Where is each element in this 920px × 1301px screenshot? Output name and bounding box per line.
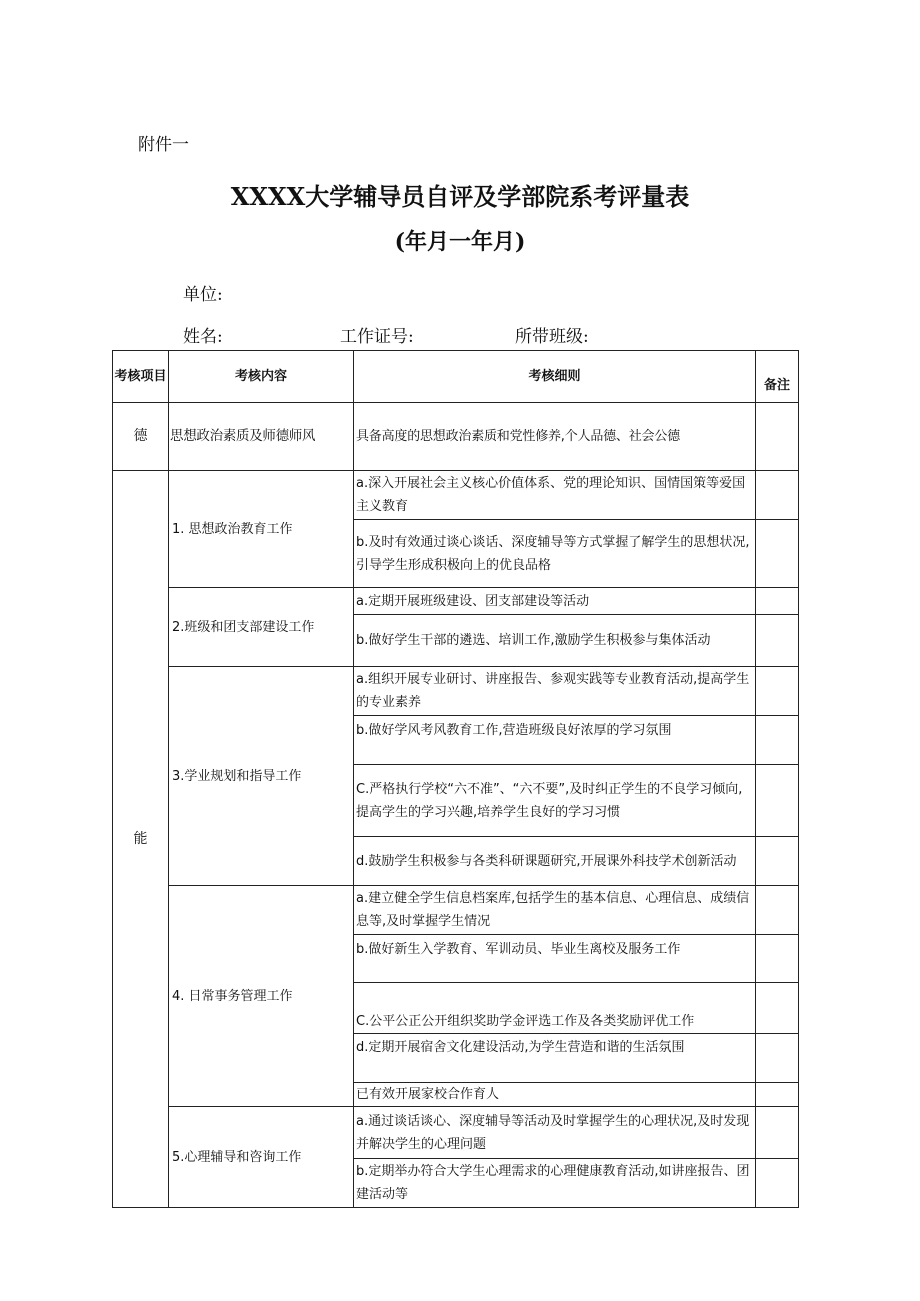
detail-cell: 已有效开展家校合作育人: [354, 1083, 756, 1107]
table-row: [113, 588, 799, 615]
detail-cell: a.建立健全学生信息档案库,包括学生的基本信息、心理信息、成绩信息等,及时掌握学生情况: [354, 886, 756, 935]
detail-cell: d.定期开展宿舍文化建设活动,为学生营造和谐的生活氛围: [354, 1034, 756, 1083]
category-neng: 能: [113, 471, 169, 1208]
unit-label: 单位:: [183, 285, 223, 305]
detail-cell: d.鼓励学生积极参与各类科研课题研究,开展课外科技学术创新活动: [354, 837, 756, 886]
content-cell: 5.心理辅导和咨询工作: [169, 1107, 354, 1208]
detail-cell: 具备高度的思想政治素质和党性修养,个人品德、社会公德: [354, 403, 756, 471]
remark-cell[interactable]: [756, 935, 799, 983]
table-row: [113, 471, 799, 520]
remark-cell[interactable]: [756, 588, 799, 615]
work-id-label: 工作证号:: [340, 327, 414, 347]
detail-cell: a.深入开展社会主义核心价值体系、党的理论知识、国情国策等爱国主义教育: [354, 471, 756, 520]
remark-cell[interactable]: [756, 837, 799, 886]
remark-cell[interactable]: [756, 1107, 799, 1159]
table-header-row: [113, 351, 799, 403]
detail-cell: b.做好学生干部的遴选、培训工作,激励学生积极参与集体活动: [354, 615, 756, 667]
detail-cell: C.公平公正公开组织奖助学金评选工作及各类奖励评优工作: [354, 983, 756, 1034]
content-cell: 1. 思想政治教育工作: [169, 471, 354, 588]
page-title: XXXX大学辅导员自评及学部院系考评量表: [230, 182, 690, 211]
detail-cell: C.严格执行学校“六不准”、“六不要”,及时纠正学生的不良学习倾向,提高学生的学习兴趣,培养学生良好的学习习惯: [354, 765, 756, 837]
table-row-de: [113, 403, 799, 471]
remark-cell[interactable]: [756, 667, 799, 716]
remark-cell[interactable]: [756, 471, 799, 520]
attachment-label: 附件一: [138, 135, 189, 155]
table-row: [113, 667, 799, 716]
category-de: 德: [113, 403, 169, 471]
detail-cell: b.做好新生入学教育、军训动员、毕业生离校及服务工作: [354, 935, 756, 983]
detail-cell: a.定期开展班级建设、团支部建设等活动: [354, 588, 756, 615]
content-cell: 思想政治素质及师德师风: [169, 403, 354, 471]
detail-cell: b.及时有效通过谈心谈话、深度辅导等方式掌握了解学生的思想状况,引导学生形成积极向上的优良品格: [354, 520, 756, 588]
remark-cell[interactable]: [756, 615, 799, 667]
col-header-content: 考核内容: [169, 351, 354, 403]
col-header-detail: 考核细则: [354, 351, 756, 403]
remark-cell[interactable]: [756, 520, 799, 588]
remark-cell[interactable]: [756, 886, 799, 935]
table-row: [113, 1107, 799, 1159]
evaluation-table: [112, 350, 799, 1208]
remark-cell[interactable]: [756, 1159, 799, 1208]
detail-cell: b.做好学风考风教育工作,营造班级良好浓厚的学习氛围: [354, 716, 756, 765]
remark-cell[interactable]: [756, 1034, 799, 1083]
detail-cell: a.通过谈话谈心、深度辅导等活动及时掌握学生的心理状况,及时发现并解决学生的心理问题: [354, 1107, 756, 1159]
content-cell: 3.学业规划和指导工作: [169, 667, 354, 886]
content-cell: 4. 日常事务管理工作: [169, 886, 354, 1107]
detail-cell: a.组织开展专业研讨、讲座报告、参观实践等专业教育活动,提高学生的专业素养: [354, 667, 756, 716]
remark-cell[interactable]: [756, 983, 799, 1034]
content-cell: 2.班级和团支部建设工作: [169, 588, 354, 667]
remark-cell[interactable]: [756, 403, 799, 471]
remark-cell[interactable]: [756, 716, 799, 765]
table-row: [113, 886, 799, 935]
col-header-remark: 备注: [756, 351, 799, 403]
class-label: 所带班级:: [515, 327, 589, 347]
page-subtitle: (年月一年月): [394, 229, 526, 255]
name-label: 姓名:: [183, 327, 223, 347]
col-header-item: 考核项目: [113, 351, 169, 403]
remark-cell[interactable]: [756, 765, 799, 837]
remark-cell[interactable]: [756, 1083, 799, 1107]
detail-cell: b.定期举办符合大学生心理需求的心理健康教育活动,如讲座报告、团建活动等: [354, 1159, 756, 1208]
